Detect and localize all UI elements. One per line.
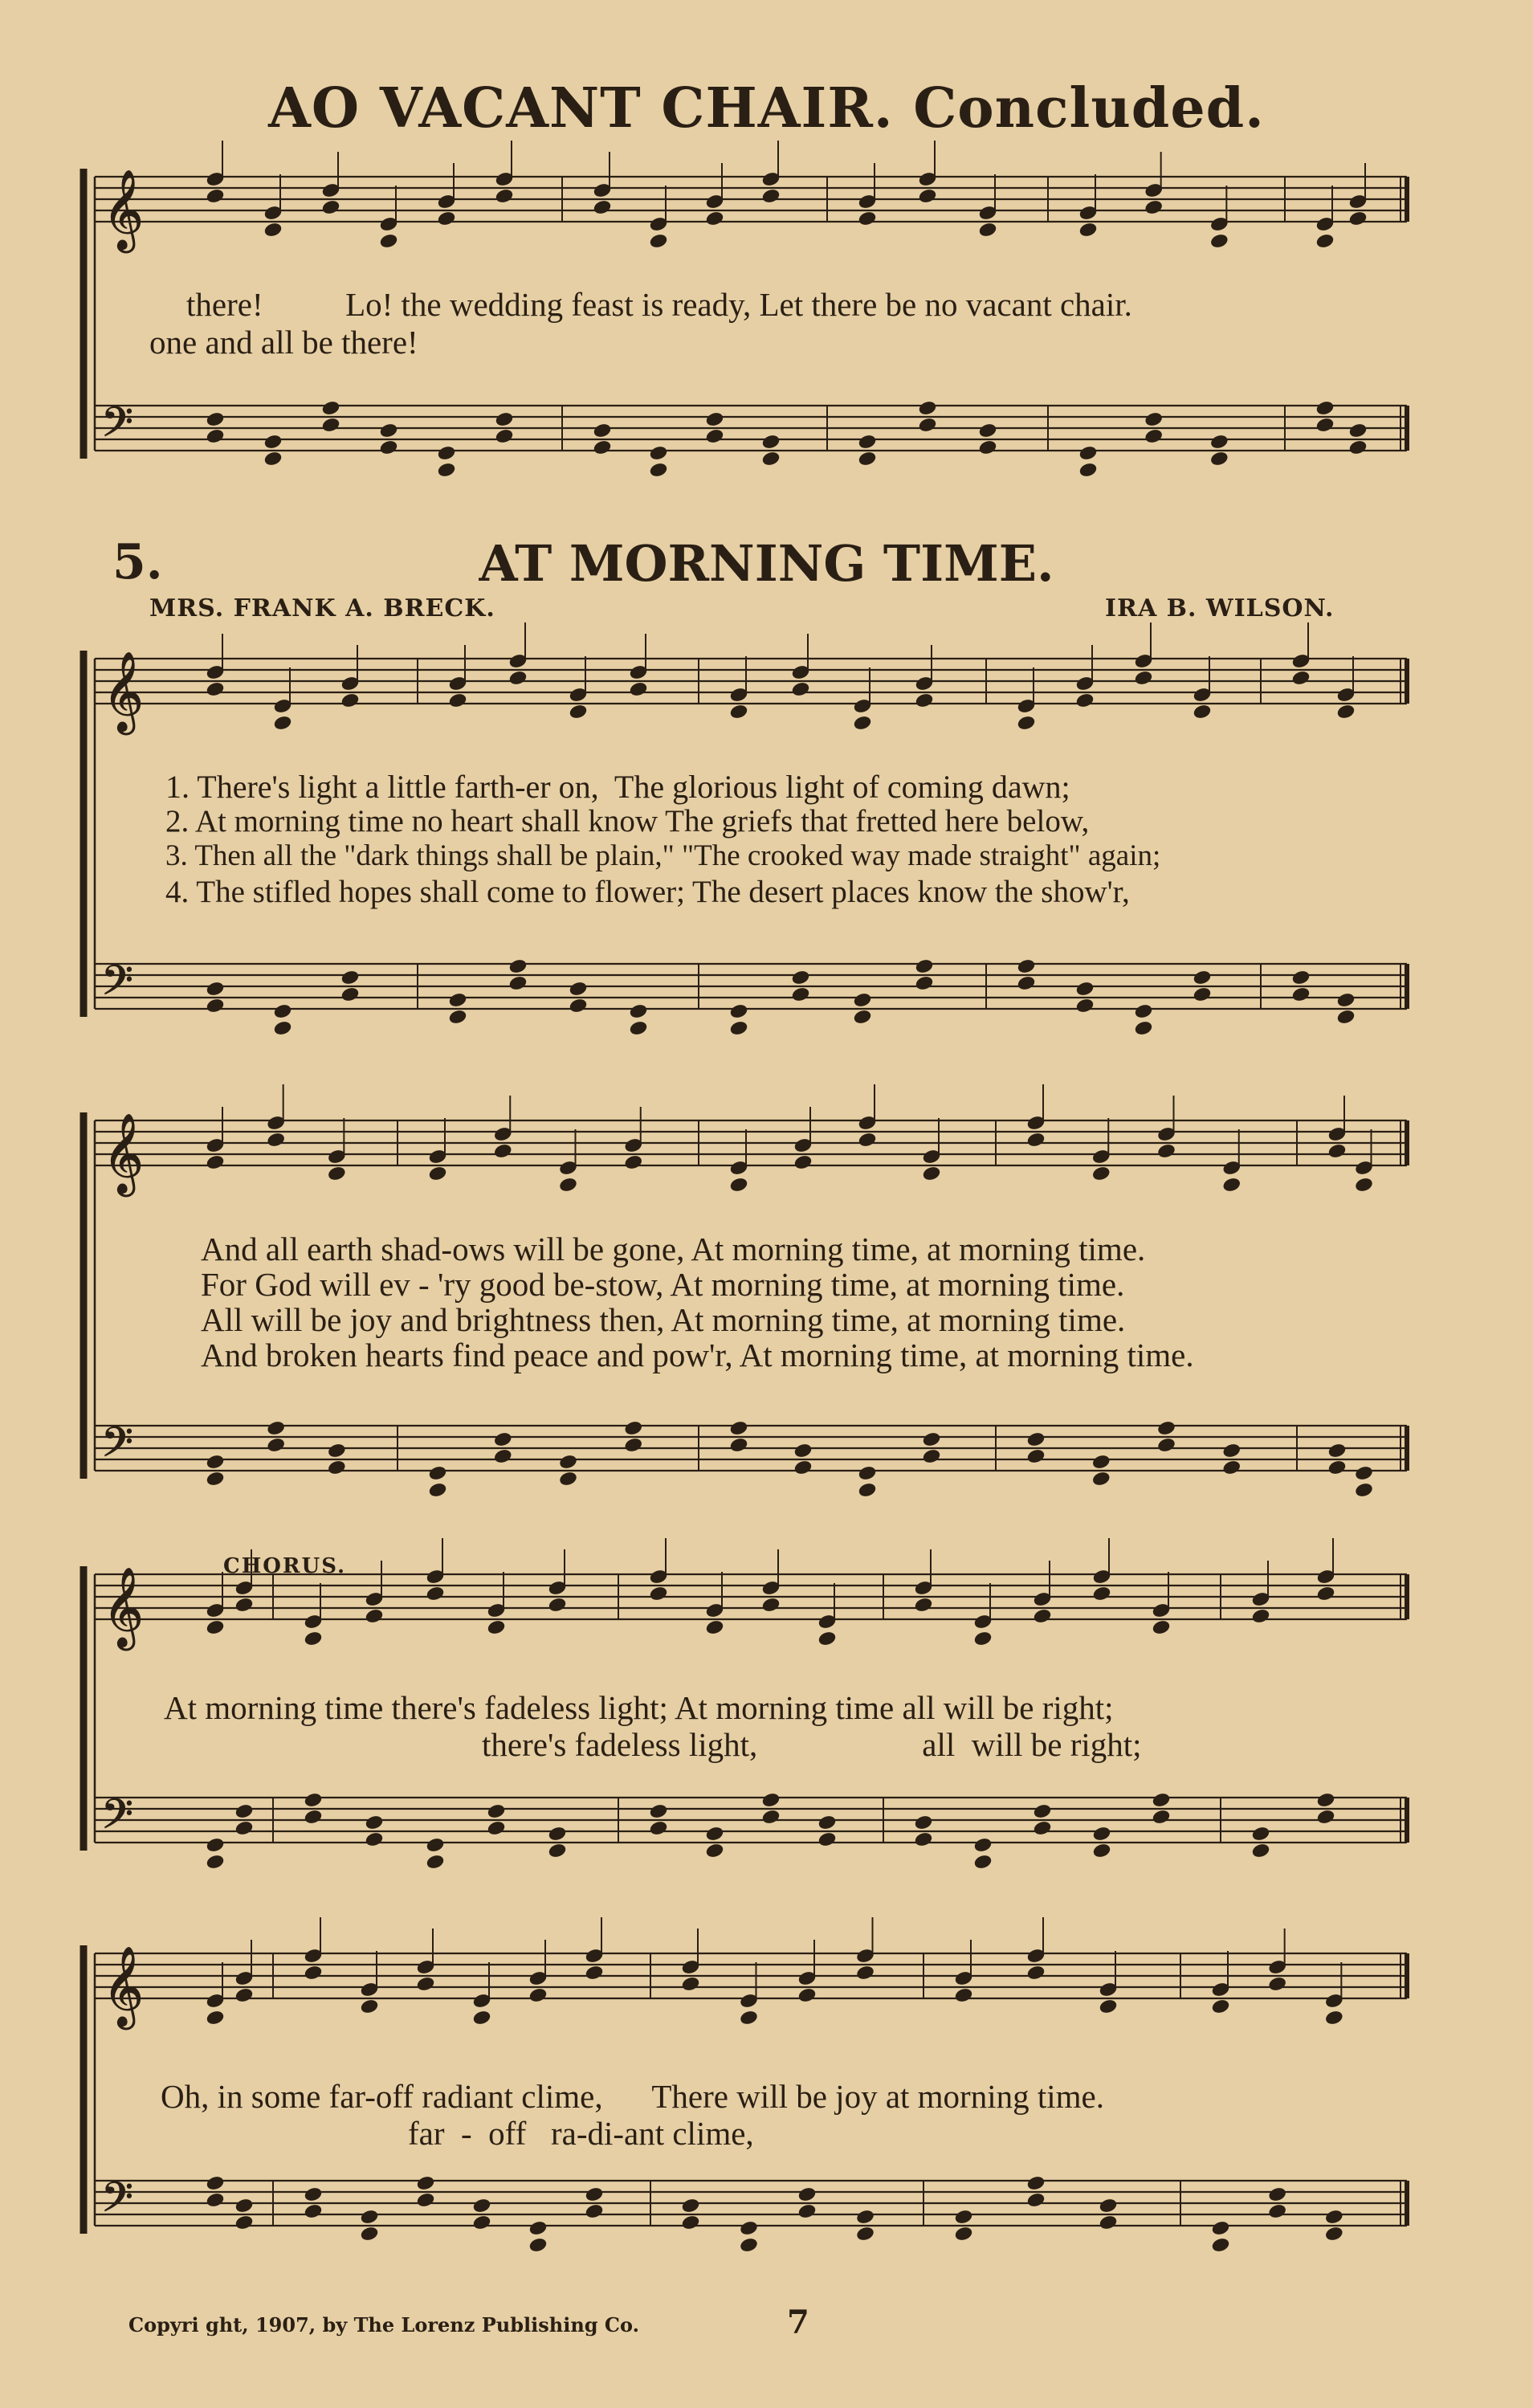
bass-note [853,1009,872,1025]
treble-note [797,1987,817,2003]
bass-note [1033,1803,1052,1819]
verse-line: All will be joy and brightness then, At morning time, at morning time. [201,1301,1126,1338]
treble-note [360,1998,379,2014]
bass-note [321,400,340,416]
bass-note [206,1454,225,1470]
treble-note [761,1597,781,1613]
lyric-line: one and all be there! [149,324,418,361]
treble-note [649,233,668,249]
bass-note [273,1003,292,1019]
bass-note [1193,986,1212,1002]
treble-note [793,1154,813,1170]
bass-note [234,1820,254,1836]
bass-note [1291,986,1311,1002]
treble-note [729,1177,748,1193]
treble-clef-icon: 𝄞 [103,1113,144,1194]
bass-note [791,986,810,1002]
bass-note [1157,1437,1176,1453]
treble-note [267,1132,286,1148]
bass-note [569,981,588,997]
bass-note [1316,1792,1335,1808]
bass-note [206,998,225,1014]
bass-note [797,2203,817,2219]
treble-note [472,2010,491,2026]
bass-note [1211,2220,1230,2236]
bass-note [922,1448,941,1464]
treble-note [978,222,997,238]
treble-note [1157,1143,1176,1159]
bass-note [797,2186,817,2202]
bass-note [472,2198,491,2214]
verse-line: For God will ev - 'ry good be-stow, At morning time, at morning time. [201,1266,1125,1303]
treble-note [1026,1965,1046,1981]
bass-note [593,422,612,439]
treble-note [493,1143,512,1159]
treble-note [740,2010,759,2026]
bass-note [729,1420,748,1436]
bass-note [360,2209,379,2225]
bass-note [922,1431,941,1447]
treble-note [1327,1143,1347,1159]
bass-note [858,434,877,450]
copyright-notice: Copyri ght, 1907, by The Lorenz Publishing Co. [128,2313,639,2337]
treble-note [206,681,225,697]
treble-note [791,681,810,697]
bass-note [629,1003,648,1019]
bass-note [495,428,514,444]
bass-note [548,1843,567,1859]
bass-note [649,462,668,478]
bass-note [856,2226,875,2242]
treble-note [487,1619,506,1635]
bass-note [328,1443,347,1459]
bass-note [448,992,467,1008]
treble-note [1078,222,1098,238]
bass-note [379,422,398,439]
verse-line: 1. There's light a little farth-er on, The glorious light of coming dawn; [165,769,1070,805]
treble-note [761,188,781,204]
bass-note [559,1454,578,1470]
treble-note [853,715,872,731]
bass-note [206,1837,225,1853]
treble-note [1026,1132,1046,1148]
bass-note [858,451,877,467]
bass-note [1193,969,1212,986]
treble-note [858,210,877,227]
bass-note [304,2186,323,2202]
treble-note [1222,1177,1241,1193]
bass-note [1315,400,1335,416]
bass-note [1348,422,1368,439]
bass-note [304,1809,323,1825]
treble-note [1210,233,1229,249]
bass-clef-icon: 𝄢 [101,1790,133,1848]
bass-note [858,1465,877,1481]
treble-note [426,1586,445,1602]
bass-note [234,2198,254,2214]
treble-note [1315,233,1335,249]
treble-note [340,692,360,708]
bass-note [206,2192,225,2208]
bass-note [705,1843,724,1859]
treble-note [922,1165,941,1182]
treble-note [705,1619,724,1635]
treble-note [1099,1998,1118,2014]
bass-clef-icon: 𝄢 [101,398,133,456]
page-number: 7 [787,2304,809,2341]
bass-note [508,975,528,991]
bass-note [915,958,934,974]
bass-note [493,1431,512,1447]
verse-line: 3. Then all the "dark things shall be plain," "The crooked way made straight" again; [165,839,1161,872]
treble-note [1134,670,1153,686]
bass-note [1091,1454,1111,1470]
treble-note [206,2010,225,2026]
bass-note [437,445,456,461]
treble-clef-icon: 𝄞 [103,1946,144,2026]
bass-note [304,1792,323,1808]
chorus-line: Oh, in some far-off radiant clime, There will be joy at morning time. [161,2078,1104,2115]
bass-note [915,975,934,991]
treble-note [1152,1619,1171,1635]
treble-note [918,188,937,204]
bass-note [1078,462,1098,478]
bass-note [1026,1431,1046,1447]
bass-note [954,2226,973,2242]
treble-note [856,1965,875,1981]
bass-note [528,2220,548,2236]
treble-note [729,704,748,720]
bass-note [1222,1443,1241,1459]
bass-note [528,2237,548,2253]
bass-note [428,1482,447,1498]
bass-note [817,1831,837,1847]
treble-note [273,715,292,731]
treble-note [328,1165,347,1182]
bass-note [740,2220,759,2236]
bass-note [649,1803,668,1819]
bass-note [263,434,283,450]
treble-note [508,670,528,686]
bass-note [1327,1459,1347,1475]
treble-note [1251,1608,1270,1624]
bass-note [681,2214,700,2230]
bass-note [304,2203,323,2219]
bass-note [1210,434,1229,450]
bass-note [1144,411,1164,427]
chorus-label: CHORUS. [223,1554,347,1578]
bass-note [206,411,225,427]
bass-note [569,998,588,1014]
bass-note [206,1854,225,1870]
bass-note [1355,1465,1374,1481]
treble-note [569,704,588,720]
treble-note [649,1586,668,1602]
bass-note [914,1814,933,1830]
treble-note [559,1177,578,1193]
bass-note [649,445,668,461]
bass-note [791,969,810,986]
treble-note [1336,704,1356,720]
bass-note [1026,2192,1046,2208]
bass-note [1099,2214,1118,2230]
bass-clef-icon: 𝄢 [101,956,133,1014]
bass-note [629,1020,648,1036]
page-title: AO VACANT CHAIR. Concluded. [268,76,1265,141]
treble-note [365,1608,384,1624]
verse-line: And broken hearts find peace and pow'r, At morning time, at morning time. [201,1337,1194,1373]
bass-note [1092,1843,1111,1859]
bass-note [740,2237,759,2253]
bass-note [973,1854,993,1870]
treble-note [973,1631,993,1647]
treble-note [915,692,934,708]
treble-note [1211,1998,1230,2014]
bass-note [649,1820,668,1836]
treble-note [858,1132,877,1148]
bass-note [493,1448,512,1464]
treble-note [629,681,648,697]
bass-note [206,981,225,997]
bass-note [1336,1009,1356,1025]
bass-note [593,439,612,455]
bass-note [978,422,997,439]
treble-note [437,210,456,227]
verse-line: 4. The stifled hopes shall come to flower; The desert places know the show'r, [165,875,1130,909]
treble-note [1091,1165,1111,1182]
composer-credit: IRA B. WILSON. [1105,594,1335,622]
treble-note [263,222,283,238]
chorus-line: At morning time there's fadeless light; At morning time all will be right; [164,1689,1114,1726]
bass-note [1336,992,1356,1008]
bass-note [416,2192,435,2208]
bass-note [340,986,360,1002]
treble-note [304,1965,323,1981]
treble-note [1325,2010,1344,2026]
treble-note [495,188,514,204]
bass-note [729,1003,748,1019]
chorus-echo-line: there's fadeless light, all will be right; [482,1726,1142,1763]
lyric-line: there! Lo! the wedding feast is ready, Let there be no vacant chair. [186,286,1132,323]
bass-note [1325,2209,1344,2225]
verse-line: 2. At morning time no heart shall know The griefs that fretted here below, [165,804,1090,839]
bass-note [729,1020,748,1036]
treble-note [1268,1976,1287,1992]
treble-note [1144,199,1164,215]
treble-clef-icon: 𝄞 [103,1567,144,1647]
bass-note [681,2198,700,2214]
treble-note [234,1597,254,1613]
bass-note [206,1471,225,1487]
bass-note [360,2226,379,2242]
bass-note [1091,1471,1111,1487]
bass-note [1099,2198,1118,2214]
bass-note [856,2209,875,2225]
bass-note [1211,2237,1230,2253]
treble-note [1291,670,1311,686]
treble-clef-icon: 𝄞 [103,651,144,732]
bass-note [487,1803,506,1819]
bass-note [1017,958,1036,974]
bass-note [1033,1820,1052,1836]
treble-note [681,1976,700,1992]
bass-note [267,1420,286,1436]
bass-note [1092,1826,1111,1842]
bass-note [761,1809,781,1825]
treble-note [593,199,612,215]
bass-note [1251,1826,1270,1842]
bass-note [1078,445,1098,461]
bass-note [508,958,528,974]
treble-clef-icon: 𝄞 [103,169,144,250]
bass-note [1144,428,1164,444]
bass-note [340,969,360,986]
bass-note [487,1820,506,1836]
bass-note [365,1831,384,1847]
bass-note [1026,2175,1046,2191]
bass-note [585,2186,604,2202]
bass-note [1315,417,1335,433]
bass-note [1134,1020,1153,1036]
bass-note [495,411,514,427]
bass-note [1268,2186,1287,2202]
bass-note [761,1792,781,1808]
bass-note [1026,1448,1046,1464]
bass-note [978,439,997,455]
bass-note [1075,981,1095,997]
bass-note [585,2203,604,2219]
treble-note [234,1987,254,2003]
bass-note [234,1803,254,1819]
bass-note [234,2214,254,2230]
treble-note [1355,1177,1374,1193]
bass-note [263,451,283,467]
treble-note [914,1597,933,1613]
bass-note [761,451,781,467]
bass-note [559,1471,578,1487]
bass-note [954,2209,973,2225]
bass-note [267,1437,286,1453]
bass-note [705,1826,724,1842]
bass-note [729,1437,748,1453]
hymn-number: 5. [112,534,163,590]
bass-note [206,2175,225,2191]
bass-note [1134,1003,1153,1019]
bass-note [793,1443,813,1459]
bass-clef-icon: 𝄢 [101,2173,133,2231]
bass-note [1316,1809,1335,1825]
bass-note [428,1465,447,1481]
bass-note [321,417,340,433]
bass-note [426,1854,445,1870]
treble-note [206,1154,225,1170]
author-credit: MRS. FRANK A. BRECK. [149,594,495,622]
treble-note [206,188,225,204]
hymn-title: AT MORNING TIME. [479,534,1054,593]
treble-note [817,1631,837,1647]
bass-note [1017,975,1036,991]
bass-note [426,1837,445,1853]
bass-note [1291,969,1311,986]
bass-note [1152,1792,1171,1808]
treble-note [548,1597,567,1613]
treble-note [416,1976,435,1992]
bass-note [437,462,456,478]
treble-note [1348,210,1368,227]
bass-note [918,417,937,433]
bass-note [853,992,872,1008]
treble-note [954,1987,973,2003]
bass-clef-icon: 𝄢 [101,1418,133,1476]
bass-note [1251,1843,1270,1859]
bass-note [914,1831,933,1847]
treble-note [448,692,467,708]
treble-note [624,1154,643,1170]
treble-note [1092,1586,1111,1602]
chorus-echo-line: far - off ra-di-ant clime, [408,2115,754,2152]
treble-note [528,1987,548,2003]
bass-note [761,434,781,450]
bass-note [1075,998,1095,1014]
bass-note [472,2214,491,2230]
bass-note [416,2175,435,2191]
bass-note [973,1837,993,1853]
bass-note [1325,2226,1344,2242]
bass-note [1348,439,1368,455]
bass-note [624,1420,643,1436]
treble-note [304,1631,323,1647]
bass-note [273,1020,292,1036]
bass-note [1222,1459,1241,1475]
treble-note [1017,715,1036,731]
bass-note [705,428,724,444]
verse-line: And all earth shad-ows will be gone, At morning time, at morning time. [201,1231,1146,1267]
treble-note [585,1965,604,1981]
bass-note [365,1814,384,1830]
bass-note [206,428,225,444]
bass-note [793,1459,813,1475]
bass-note [1157,1420,1176,1436]
treble-note [705,210,724,227]
treble-note [428,1165,447,1182]
treble-note [1193,704,1212,720]
bass-note [328,1459,347,1475]
bass-note [624,1437,643,1453]
treble-note [379,233,398,249]
bass-note [1152,1809,1171,1825]
bass-note [448,1009,467,1025]
treble-note [321,199,340,215]
bass-note [548,1826,567,1842]
bass-note [705,411,724,427]
bass-note [1210,451,1229,467]
bass-note [858,1482,877,1498]
bass-note [918,400,937,416]
treble-note [1033,1608,1052,1624]
bass-note [1355,1482,1374,1498]
bass-note [817,1814,837,1830]
bass-note [379,439,398,455]
treble-note [206,1619,225,1635]
bass-note [1268,2203,1287,2219]
treble-note [1075,692,1095,708]
bass-note [1327,1443,1347,1459]
treble-note [1316,1586,1335,1602]
